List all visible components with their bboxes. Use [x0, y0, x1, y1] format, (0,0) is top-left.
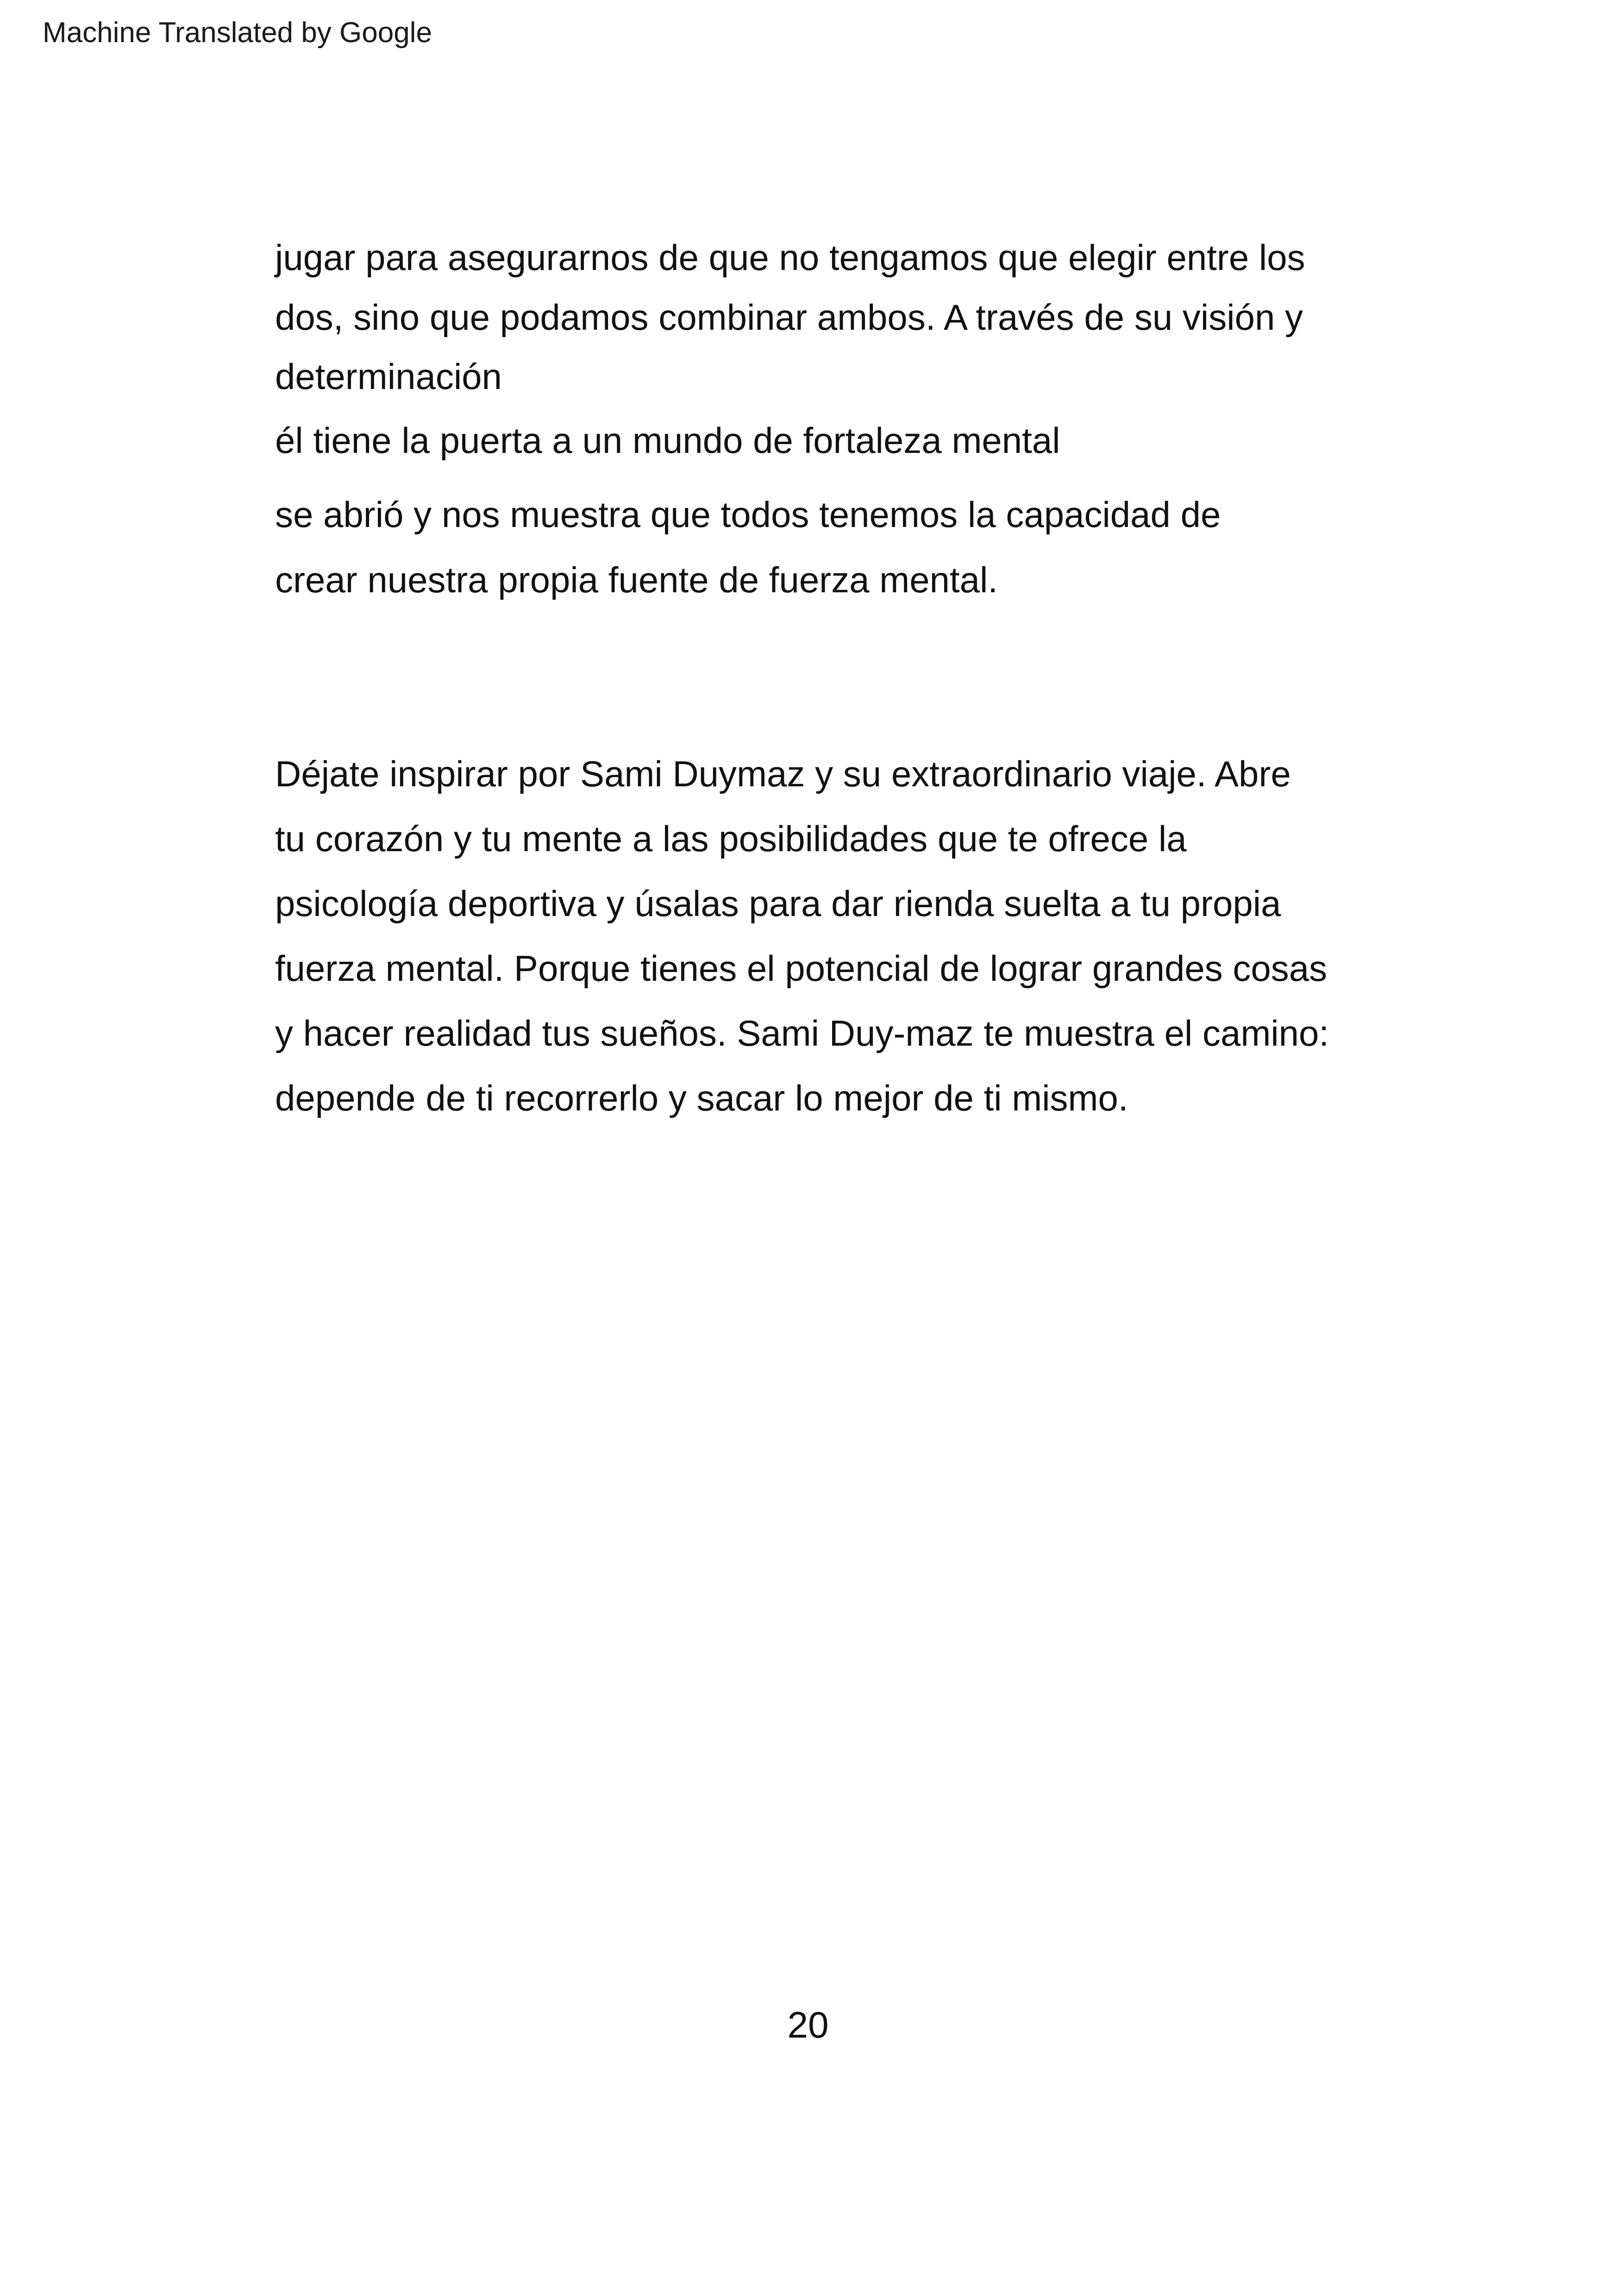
text-line: determinación: [275, 356, 502, 397]
text-line: fuerza mental. Porque tienes el potencial de lograr grandes cosas: [275, 948, 1328, 989]
text-line: él tiene la puerta a un mundo de fortaleza mental: [275, 420, 1060, 461]
text-line: depende de ti recorrerlo y sacar lo mejor de ti mismo.: [275, 1078, 1128, 1118]
text-line: psicología deportiva y úsalas para dar rienda suelta a tu propia: [275, 883, 1281, 924]
machine-translation-note: Machine Translated by Google: [43, 17, 432, 49]
page-number: 20: [787, 2004, 829, 2045]
text-line: Déjate inspirar por Sami Duymaz y su extraordinario viaje. Abre: [275, 753, 1291, 794]
text-line: tu corazón y tu mente a las posibilidades que te ofrece la: [275, 818, 1187, 859]
text-line: se abrió y nos muestra que todos tenemos la capacidad de: [275, 494, 1221, 535]
text-line: dos, sino que podamos combinar ambos. A través de su visión y: [275, 297, 1303, 338]
text-line: jugar para asegurarnos de que no tengamos que elegir entre los: [275, 237, 1305, 278]
text-line: crear nuestra propia fuente de fuerza mental.: [275, 559, 998, 600]
text-line: y hacer realidad tus sueños. Sami Duy-maz te muestra el camino:: [275, 1013, 1329, 1054]
